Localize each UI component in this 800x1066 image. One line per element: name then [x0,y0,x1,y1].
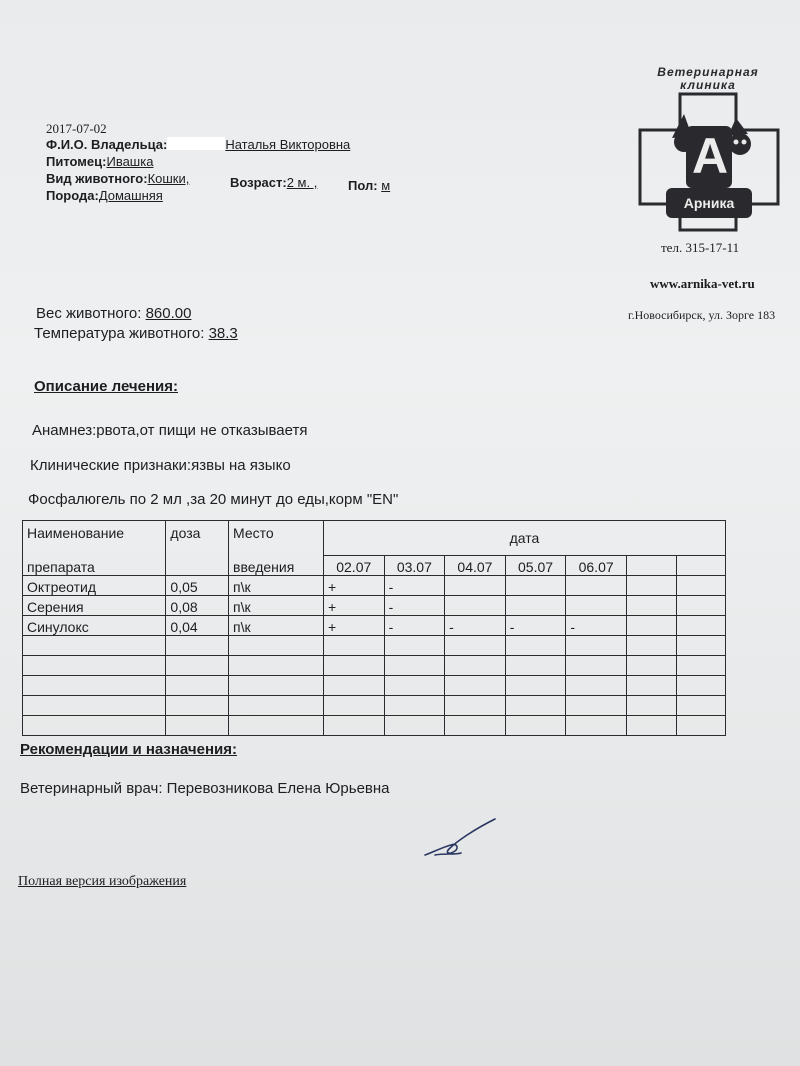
age-label: Возраст: [230,175,287,190]
mark-cell: - [384,576,445,596]
document-date: 2017-07-02 [46,121,107,136]
clinic-address: г.Новосибирск, ул. Зорге 183 [628,308,776,322]
breed-label: Порода: [46,188,99,203]
mark-cell [505,596,566,616]
anamnesis-text: Анамнез:рвота,от пищи не отказываетя [32,422,308,439]
mark-cell [505,576,566,596]
pet-name: Ивашка [106,154,154,169]
drug-name: Октреотид [23,576,166,596]
empty-row [23,696,726,716]
mark-cell: - [566,616,627,636]
mark-cell [566,576,627,596]
full-version-link[interactable]: Полная версия изображения [18,874,187,889]
col-name-top: Наименование [27,525,125,541]
drug-dose: 0,05 [166,576,229,596]
date-cell: 02.07 [323,556,384,576]
sex-label: Пол: [348,178,378,193]
mark-cell: - [384,616,445,636]
sex-value: м [381,178,391,193]
logo-name: Арника [683,195,735,211]
mark-cell [677,596,726,616]
breed-value: Домашняя [98,188,163,203]
treatment-heading: Описание лечения: [34,378,178,395]
drug-dose: 0,04 [166,616,229,636]
clinic-website: www.arnika-vet.ru [650,276,755,291]
clinic-title-line2: клиника [680,78,736,92]
drug-dose: 0,08 [166,596,229,616]
date-cell [626,556,677,576]
date-cell: 06.07 [566,556,627,576]
mark-cell [626,616,677,636]
clinic-logo [636,60,780,230]
empty-row [23,716,726,736]
doctor-signature-icon [415,815,505,865]
empty-row [23,676,726,696]
date-cell: 05.07 [505,556,566,576]
col-place-top: Место [233,525,274,541]
weight-line [36,305,191,322]
age-line [230,174,317,191]
mark-cell: + [323,596,384,616]
clinical-signs-text: Клинические признаки:язвы на языко [30,457,291,474]
species-label: Вид животного: [46,171,148,186]
temp-label: Температура животного: [34,325,205,342]
date-cell: 04.07 [445,556,506,576]
table-row [23,596,726,616]
mark-cell [626,576,677,596]
pet-line [46,153,153,170]
owner-label: Ф.И.О. Владельца: [46,137,168,152]
col-name-header [23,521,166,576]
prescription-text: Фосфалюгель по 2 мл ,за 20 минут до еды,корм "EN" [28,491,399,508]
empty-row [23,636,726,656]
sex-line [348,177,390,194]
mark-cell: + [323,576,384,596]
temp-value: 38.3 [208,325,238,342]
table-row [23,616,726,636]
redaction-box [167,137,225,150]
recommendations-heading: Рекомендации и назначения: [20,741,237,758]
breed-line [46,187,163,204]
clinic-title-line1: Ветеринарная [657,65,759,79]
mark-cell: - [384,596,445,616]
date-cell: 03.07 [384,556,445,576]
doctor-line: Ветеринарный врач: Перевозникова Елена Юрьевна [20,780,390,797]
temp-line [34,325,238,342]
drug-place: п\к [229,596,324,616]
col-date-header: дата [323,521,725,556]
mark-cell: - [445,616,506,636]
mark-cell [626,596,677,616]
weight-label: Вес животного: [36,305,142,322]
drug-place: п\к [229,616,324,636]
date-cell [677,556,726,576]
empty-row [23,656,726,676]
species-line [46,170,189,187]
col-place-bottom: введения [233,559,295,575]
owner-name: Наталья Викторовна [225,137,351,152]
species-value: Кошки, [147,171,190,186]
logo-letter: А [691,128,729,184]
weight-value: 860.00 [145,305,192,322]
mark-cell: - [505,616,566,636]
col-name-bottom: препарата [27,559,95,575]
treatment-table [22,520,726,736]
drug-name: Серения [23,596,166,616]
mark-cell [677,576,726,596]
drug-place: п\к [229,576,324,596]
mark-cell: + [323,616,384,636]
table-row [23,576,726,596]
col-place-header [229,521,324,576]
mark-cell [445,576,506,596]
mark-cell [566,596,627,616]
drug-name: Синулокс [23,616,166,636]
mark-cell [677,616,726,636]
pet-label: Питомец: [46,154,107,169]
col-dose-header: доза [166,521,229,576]
age-value: 2 м. , [286,175,318,190]
owner-line [46,136,350,153]
clinic-phone: тел. 315-17-11 [661,240,740,255]
mark-cell [445,596,506,616]
